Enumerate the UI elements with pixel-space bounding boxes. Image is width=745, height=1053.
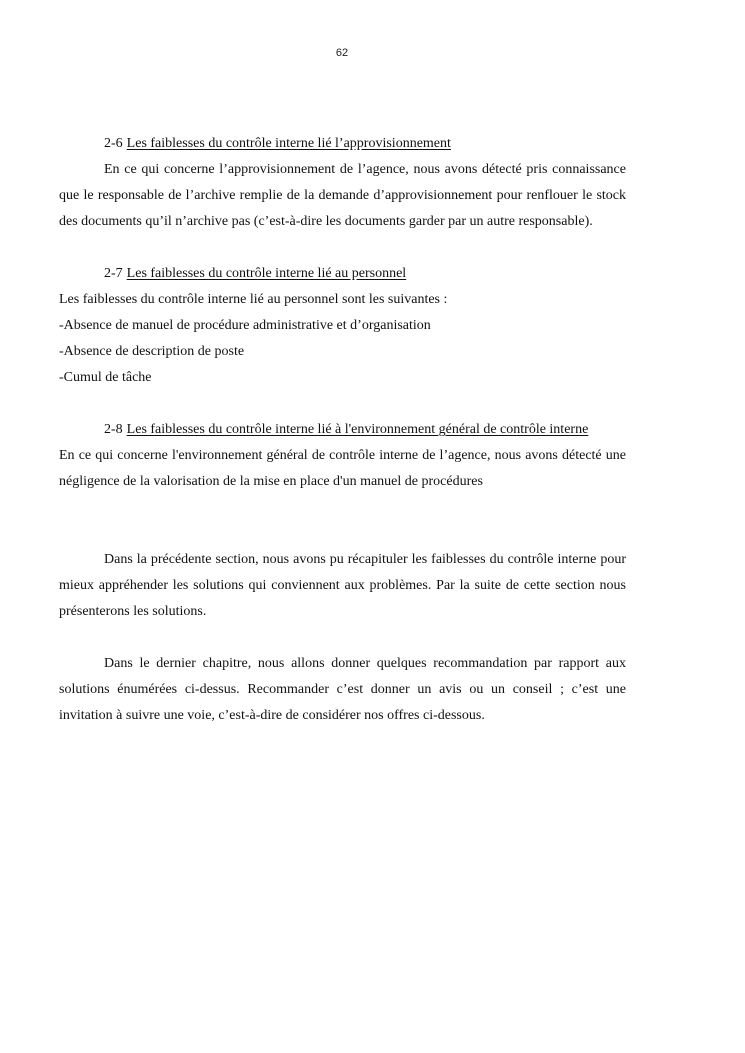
section-2-8-body: En ce qui concerne l'environnement général de contrôle interne de l’agence, nous avons détecté une négligence de la valorisation de la mise en place d'un manuel de procédures — [59, 448, 626, 489]
list-item: -Absence de description de poste — [59, 344, 245, 359]
conclusion-paragraph-1: Dans la précédente section, nous avons pu récapituler les faiblesses du contrôle interne pour mieux appréhender les solutions qui conviennent aux problèmes. Par la suite de cette section nous présenterons les solutions. — [59, 552, 626, 619]
page-number: 62 — [335, 47, 349, 59]
section-2-6-title: Les faiblesses du contrôle interne lié l’approvisionnement — [126, 136, 451, 151]
section-2-7-number: 2-7 — [104, 266, 123, 281]
conclusion-paragraph-2: Dans le dernier chapitre, nous allons donner quelques recommandation par rapport aux solutions énumérées ci-dessus. Recommander c’est donner un avis ou un conseil ; c’est une invitation à suivre une voie, c’est-à-dire de considérer nos offres ci-dessous. — [59, 656, 626, 723]
section-2-7-heading — [59, 261, 626, 287]
list-item: -Cumul de tâche — [59, 370, 152, 385]
page-content — [59, 131, 626, 729]
section-2-8-title: Les faiblesses du contrôle interne lié à l'environnement général de contrôle interne — [126, 422, 589, 437]
list-item: -Absence de manuel de procédure administrative et d’organisation — [59, 318, 431, 333]
section-2-7-intro: Les faiblesses du contrôle interne lié au personnel sont les suivantes : — [59, 292, 448, 307]
section-2-6-heading — [59, 131, 626, 157]
section-2-7-title: Les faiblesses du contrôle interne lié au personnel — [126, 266, 407, 281]
section-2-8-number: 2-8 — [104, 422, 123, 437]
section-2-6-number: 2-6 — [104, 136, 123, 151]
section-2-8-heading — [59, 417, 626, 443]
section-2-6-body: En ce qui concerne l’approvisionnement de l’agence, nous avons détecté pris connaissance que le responsable de l’archive remplie de la demande d’approvisionnement pour renflouer le stock des documents qu’il n’archive pas (c’est-à-dire les documents garder par un autre responsable). — [59, 162, 626, 229]
